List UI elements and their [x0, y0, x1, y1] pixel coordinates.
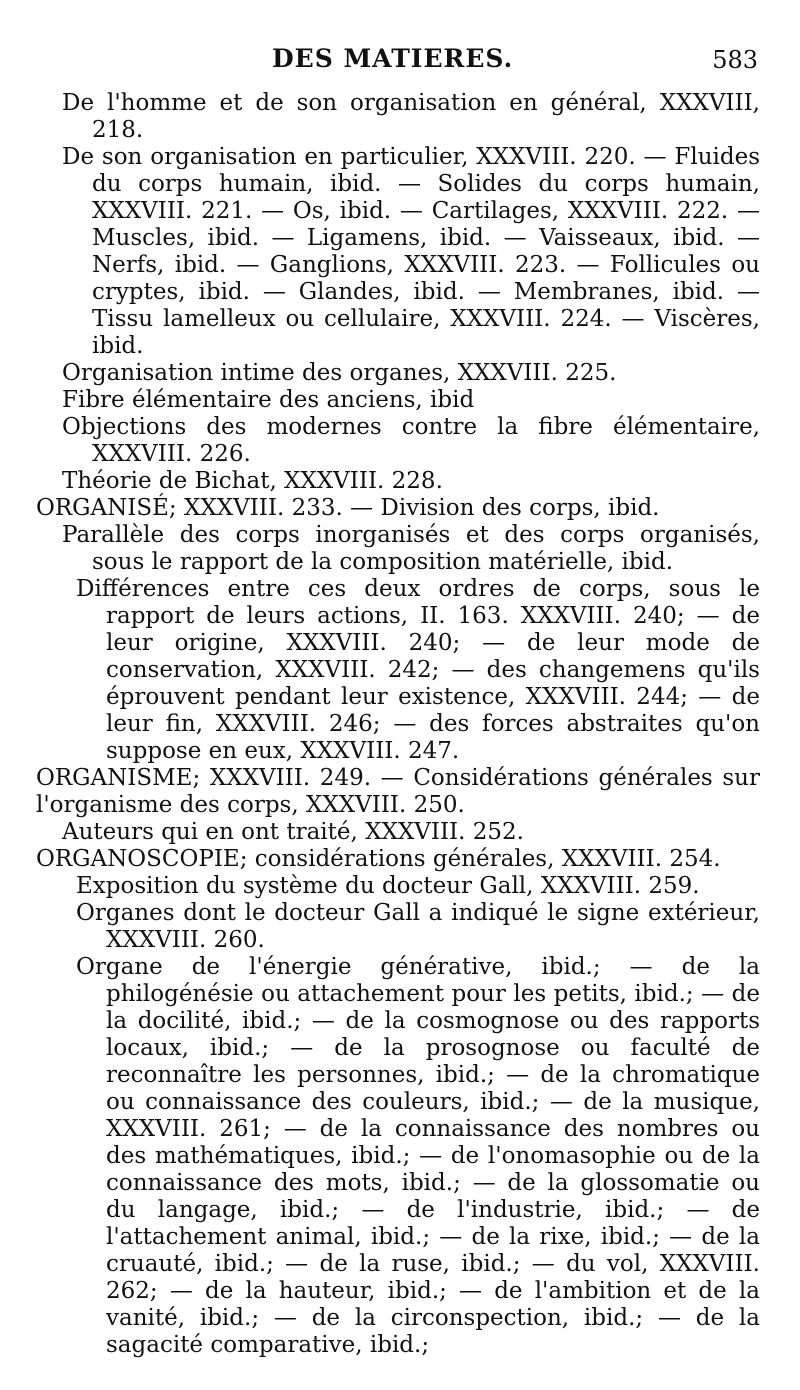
index-entry: [36, 522, 760, 576]
entry-text: ORGANISME; XXXVIII. 249. — Considérations générales sur l'organisme des corps, XXXVIII. 250.: [36, 765, 760, 818]
index-entry: [36, 387, 760, 414]
index-entry: [36, 468, 760, 495]
page-number: 583: [712, 46, 758, 74]
index-entry: [36, 576, 760, 765]
entry-text: ORGANOSCOPIE; considérations générales, XXXVIII. 254.: [36, 846, 721, 872]
entry-text: ORGANISÉ; XXXVIII. 233. — Division des corps, ibid.: [36, 495, 660, 521]
index-heading-entry: [36, 765, 760, 819]
index-entry: [36, 360, 760, 387]
entry-text: Fibre élémentaire des anciens, ibid: [62, 387, 475, 413]
entry-text: De son organisation en particulier, XXXVIII. 220. — Fluides du corps humain, ibid. — Solides du corps humain, XXXVIII. 221. — Os, ibid. — Cartilages, XXXVIII. 222. — Muscles, ibid. — Ligamens, ibid. — Vaisseaux, ibid. — Nerfs, ibid. — Ganglions, XXXVIII. 223. — Follicules ou cryptes, ibid. — Glandes, ibid. — Membranes, ibid. — Tissu lamelleux ou cellulaire, XXXVIII. 224. — Viscères, ibid.: [62, 144, 760, 359]
entry-text: Organe de l'énergie générative, ibid.; — de la philogénésie ou attachement pour les petits, ibid.; — de la docilité, ibid.; — de la cosmognose ou des rapports locaux, ibid.; — de la prosognose ou faculté de reconnaître les personnes, ibid.; — de la chromatique ou connaissance des couleurs, ibid.; — de la musique, XXXVIII. 261; — de la connaissance des nombres ou des mathématiques, ibid.; — de l'onomasophie ou de la connaissance des mots, ibid.; — de la glossomatie ou du langage, ibid.; — de l'industrie, ibid.; — de l'attachement animal, ibid.; — de la rixe, ibid.; — de la cruauté, ibid.; — de la ruse, ibid.; — du vol, XXXVIII. 262; — de la hauteur, ibid.; — de l'ambition et de la vanité, ibid.; — de la circonspection, ibid.; — de la sagacité comparative, ibid.;: [76, 954, 760, 1358]
index-entry: [36, 90, 760, 144]
index-entry: [36, 414, 760, 468]
index-entries: [36, 90, 760, 1359]
index-entry: [36, 144, 760, 360]
entry-text: Différences entre ces deux ordres de corps, sous le rapport de leurs actions, II. 163. XXXVIII. 240; — de leur origine, XXXVIII. 240; — de leur mode de conservation, XXXVIII. 242; — des changemens qu'ils éprouvent pendant leur existence, XXXVIII. 244; — de leur fin, XXXVIII. 246; — des forces abstraites qu'on suppose en eux, XXXVIII. 247.: [76, 576, 760, 764]
entry-text: Exposition du système du docteur Gall, XXXVIII. 259.: [76, 873, 700, 899]
index-entry: [36, 819, 760, 846]
running-title: DES MATIERES.: [272, 44, 514, 73]
page-header: [36, 38, 760, 90]
index-entry: [36, 873, 760, 900]
entry-text: Organes dont le docteur Gall a indiqué le signe extérieur, XXXVIII. 260.: [76, 900, 760, 953]
entry-text: Organisation intime des organes, XXXVIII. 225.: [62, 360, 617, 386]
entry-text: Théorie de Bichat, XXXVIII. 228.: [62, 468, 443, 494]
index-entry: [36, 954, 760, 1359]
entry-text: Parallèle des corps inorganisés et des corps organisés, sous le rapport de la composition matérielle, ibid.: [62, 522, 760, 575]
entry-text: De l'homme et de son organisation en général, XXXVIII, 218.: [62, 90, 760, 143]
entry-text: Objections des modernes contre la fibre élémentaire, XXXVIII. 226.: [62, 414, 760, 467]
index-heading-entry: [36, 495, 760, 522]
index-heading-entry: [36, 846, 760, 873]
index-entry: [36, 900, 760, 954]
entry-text: Auteurs qui en ont traité, XXXVIII. 252.: [62, 819, 524, 845]
